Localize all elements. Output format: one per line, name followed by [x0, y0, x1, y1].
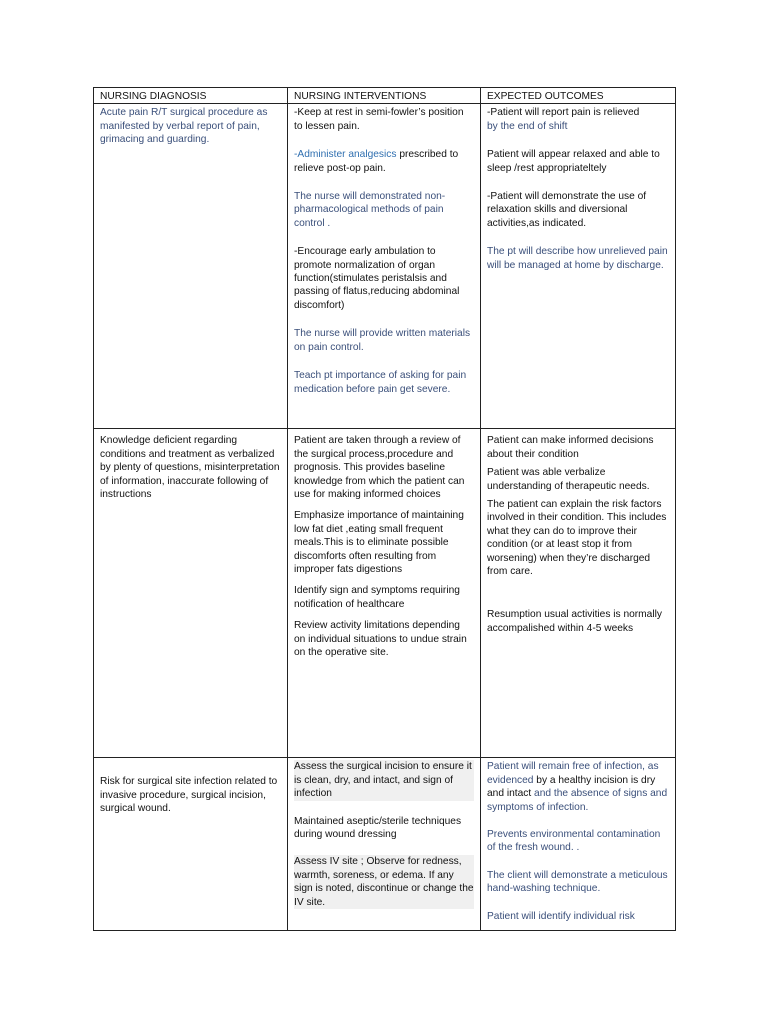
header-expected-outcomes: EXPECTED OUTCOMES — [481, 88, 676, 104]
outcomes-cell — [481, 429, 676, 758]
header-nursing-interventions: NURSING INTERVENTIONS — [288, 88, 481, 104]
intervention-text: Assess IV site ; Observe for redness, warmth, soreness, or edema. If any sign is noted, discontinue or change the IV site. — [294, 856, 474, 908]
interventions-cell — [288, 429, 481, 758]
intervention-text: Review activity limitations depending on individual situations to undue strain on the operative site. — [294, 620, 467, 659]
outcome-text: Patient can make informed decisions about their condition — [487, 435, 654, 460]
diagnosis-cell — [94, 758, 288, 931]
outcome-text: The pt will describe how unrelieved pain will be managed at home by discharge. — [487, 246, 668, 271]
intervention-text: Emphasize importance of maintaining low fat diet ,eating small frequent meals.This is to eliminate possible discomforts often resulting from improper fats digestions — [294, 510, 464, 576]
intervention-text: The nurse will demonstrated non-pharmacological methods of pain control . — [294, 191, 446, 229]
outcome-text: The patient can explain the risk factors involved in their condition. This includes what they can do to improve their condition (or at least stop it from worsening) when they’re discharged from care. — [487, 499, 667, 578]
diagnosis-cell — [94, 429, 288, 758]
intervention-text: Maintained aseptic/sterile techniques during wound dressing — [294, 815, 462, 841]
outcome-text: by a healthy incision is dry and intact — [487, 774, 656, 800]
outcome-text: by the end of shift — [487, 120, 568, 132]
diagnosis-text: Knowledge deficient regarding conditions and treatment as verbalized by plenty of questions, misinterpretation of information, inaccurate following of instructions — [100, 435, 280, 501]
intervention-text: -Encourage early ambulation to promote normalization of organ function(stimulates peristalsis and passing of flatus,reducing abdominal discomfort) — [294, 246, 460, 311]
header-row — [94, 88, 676, 104]
outcome-text: Prevents environmental contamination of the fresh wound. . — [487, 829, 661, 854]
outcome-text: Patient was able verbalize understanding of therapeutic needs. — [487, 467, 650, 492]
outcome-text: -Patient will demonstrate the use of relaxation skills and diversional activities,as indicated. — [487, 191, 647, 229]
outcome-text: and the absence of signs and symptoms of infection. — [487, 788, 668, 813]
intervention-text — [294, 148, 474, 175]
interventions-cell — [288, 758, 481, 931]
interventions-cell — [288, 104, 481, 429]
outcome-text: Resumption usual activities is normally accompalished within 4-5 weeks — [487, 609, 662, 634]
intervention-text: The nurse will provide written materials on pain control. — [294, 328, 471, 353]
outcome-text: Patient will appear relaxed and able to sleep /rest appropriateltely — [487, 149, 660, 174]
outcome-text: Patient will identify individual risk — [487, 910, 635, 922]
intervention-link-text: -Administer analgesics — [294, 149, 397, 161]
intervention-text: Teach pt importance of asking for pain medication before pain get severe. — [294, 370, 467, 395]
outcome-text — [487, 760, 669, 814]
diagnosis-text: Risk for surgical site infection related to invasive procedure, surgical incision, surgical wound. — [100, 776, 278, 815]
intervention-text: prescribed to relieve post-op pain. — [294, 149, 459, 174]
table-row — [94, 429, 676, 758]
nursing-care-plan-table — [93, 87, 676, 931]
header-nursing-diagnosis: NURSING DIAGNOSIS — [94, 88, 288, 104]
outcome-text: Patient will remain free of infection, as evidenced — [487, 761, 659, 786]
intervention-text: -Keep at rest in semi-fowler’s position to lessen pain. — [294, 107, 464, 132]
intervention-text: Assess the surgical incision to ensure it is clean, dry, and intact, and sign of infection — [294, 760, 474, 800]
table-row — [94, 104, 676, 429]
outcome-text: -Patient will report pain is relieved — [487, 107, 640, 119]
intervention-text: Patient are taken through a review of the surgical process,procedure and prognosis. This provides baseline knowledge from which the patient can use for making informed choices — [294, 435, 465, 501]
outcomes-cell — [481, 104, 676, 429]
outcome-text: The client will demonstrate a meticulous hand-washing technique. — [487, 869, 668, 895]
outcomes-cell — [481, 758, 676, 931]
intervention-text: Identify sign and symptoms requiring notification of healthcare — [294, 585, 460, 610]
table-row — [94, 758, 676, 931]
diagnosis-cell — [94, 104, 288, 429]
diagnosis-text: Acute pain R/T surgical procedure as manifested by verbal report of pain, grimacing and guarding. — [100, 107, 268, 146]
